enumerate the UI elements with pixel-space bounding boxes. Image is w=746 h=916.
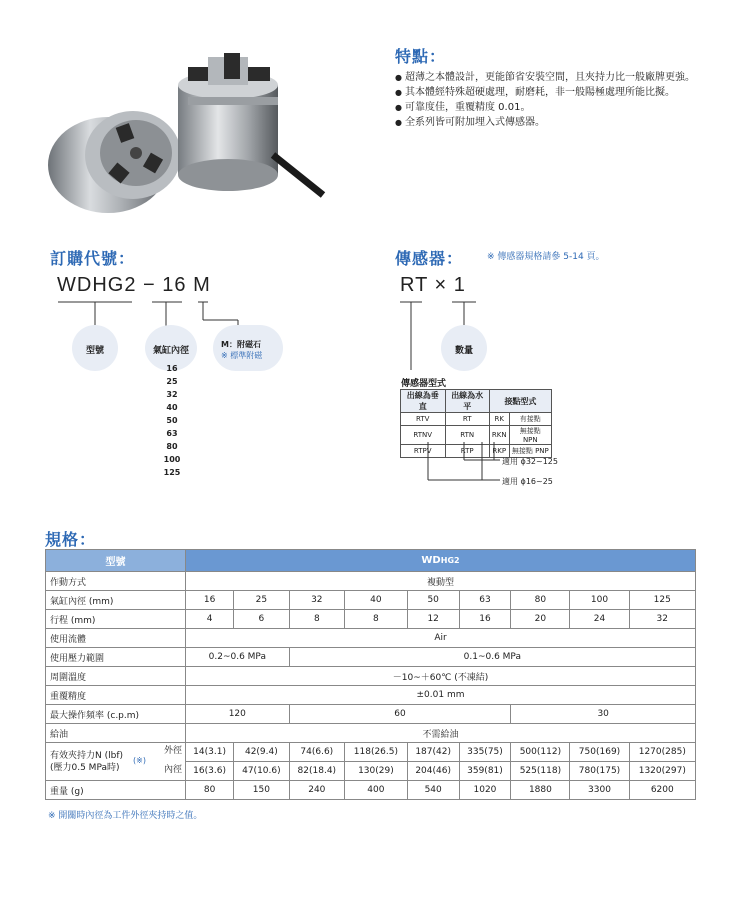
feature-item: ● 其本體經特殊超硬處理，耐磨耗，非一般陽極處理所能比擬。 <box>395 85 715 100</box>
spec-cell: 82(18.4) <box>289 762 344 781</box>
spec-cell: 540 <box>407 781 459 800</box>
spec-cell: 6 <box>234 610 289 629</box>
order-code <box>57 274 211 297</box>
spec-label: 重覆精度 <box>46 686 186 705</box>
spec-label: 周圍溫度 <box>46 667 186 686</box>
inner-label: 內徑 <box>163 765 182 775</box>
gripper-left-image <box>48 111 181 213</box>
label-qty: 數量 <box>454 346 473 356</box>
bubble-model <box>72 325 118 371</box>
sensor-cell: RTP <box>445 445 489 458</box>
spec-cell: 1270(285) <box>629 743 695 762</box>
sensor-cell: 無接點 NPN <box>509 426 551 445</box>
sensor-cell: RK <box>489 413 509 426</box>
spec-cell: 187(42) <box>407 743 459 762</box>
spec-cell: 14(3.1) <box>186 743 234 762</box>
spec-row <box>46 686 696 705</box>
spec-row <box>46 667 696 686</box>
sensor-cell: RTV <box>401 413 446 426</box>
spec-label-force <box>46 743 186 781</box>
sensor-cell: RT <box>445 413 489 426</box>
spec-cell: 42(9.4) <box>234 743 289 762</box>
label-model: 型號 <box>85 346 104 356</box>
spec-header-row <box>46 550 696 572</box>
gripper-right-image <box>178 53 323 195</box>
spec-cell: Air <box>186 629 696 648</box>
force-mark: (※) <box>133 756 146 765</box>
bore-item: 32 <box>166 390 178 399</box>
series-hg: HG2 <box>440 556 460 565</box>
spec-cell: 130(29) <box>345 762 408 781</box>
spec-row <box>46 572 696 591</box>
spec-label: 重量 (g) <box>46 781 186 800</box>
sensor-cell: RTPV <box>401 445 446 458</box>
code-dash: − <box>143 274 156 296</box>
sensor-apply-lines <box>420 442 510 487</box>
spec-cell: 525(118) <box>511 762 570 781</box>
order-title: 訂購代號： <box>50 249 136 268</box>
spec-cell: 16(3.6) <box>186 762 234 781</box>
code-qty: 1 <box>453 274 466 296</box>
sensor-header: 接點型式 <box>489 390 551 413</box>
spec-cell: 120 <box>186 705 290 724</box>
spec-cell: 780(175) <box>570 762 629 781</box>
spec-row <box>46 610 696 629</box>
spec-cell: 6200 <box>629 781 695 800</box>
bore-item: 50 <box>166 416 178 425</box>
code-model: WDHG2 <box>57 274 137 296</box>
sensor-cell: RTNV <box>401 426 446 445</box>
spec-cell: －10~＋60℃ (不凍結) <box>186 667 696 686</box>
spec-cell: 32 <box>289 591 344 610</box>
sensor-title: 傳感器： <box>395 249 464 268</box>
bubble-qty <box>441 325 487 371</box>
spec-row <box>46 591 696 610</box>
code-x: × <box>434 274 448 296</box>
spec-cell: 20 <box>511 610 570 629</box>
sensor-row <box>401 413 552 426</box>
spec-cell: 150 <box>234 781 289 800</box>
spec-cell: 80 <box>511 591 570 610</box>
feature-item: ● 超薄之本體設計，更能節省安裝空間，且夾持力比一般廠牌更強。 <box>395 70 715 85</box>
spec-cell: 335(75) <box>459 743 511 762</box>
features-list <box>395 70 715 130</box>
spec-label: 氣缸內徑 (mm) <box>46 591 186 610</box>
bubble-mag <box>213 325 283 371</box>
spec-cell: 47(10.6) <box>234 762 289 781</box>
spec-cell: 359(81) <box>459 762 511 781</box>
spec-label: 使用壓力範圍 <box>46 648 186 667</box>
spec-cell: 100 <box>570 591 629 610</box>
sensor-cell: RKP <box>489 445 509 458</box>
spec-cell: 40 <box>345 591 408 610</box>
spec-cell: 63 <box>459 591 511 610</box>
spec-cell: 118(26.5) <box>345 743 408 762</box>
bore-item: 80 <box>166 442 178 451</box>
bore-item: 125 <box>163 468 181 477</box>
spec-cell: 12 <box>407 610 459 629</box>
sensor-header: 出線為垂直 <box>401 390 446 413</box>
sensor-note: ※ 傳感器規格請參 5-14 頁。 <box>487 252 605 262</box>
spec-row <box>46 705 696 724</box>
spec-label: 使用流體 <box>46 629 186 648</box>
spec-cell: 0.1~0.6 MPa <box>289 648 695 667</box>
label-mag: M：附磁石 <box>221 340 261 349</box>
spec-cell: 25 <box>234 591 289 610</box>
spec-cell: 3300 <box>570 781 629 800</box>
bore-item: 63 <box>166 429 178 438</box>
spec-row <box>46 724 696 743</box>
spec-header-series <box>186 550 696 572</box>
spec-cell: 16 <box>459 610 511 629</box>
spec-cell: 1320(297) <box>629 762 695 781</box>
spec-cell: 125 <box>629 591 695 610</box>
sensor-type-title: 傳感器型式 <box>401 379 447 389</box>
spec-cell: 8 <box>345 610 408 629</box>
code-rt: RT <box>400 274 428 296</box>
spec-footnote: ※ 開關時內徑為工件外徑夾持時之值。 <box>48 811 203 821</box>
spec-cell: 74(6.6) <box>289 743 344 762</box>
spec-label: 行程 (mm) <box>46 610 186 629</box>
spec-cell: 500(112) <box>511 743 570 762</box>
force-sub: (壓力0.5 MPa時) <box>50 762 120 773</box>
force-label: 有效夾持力N (lbf) <box>50 750 123 761</box>
product-photo <box>38 45 328 220</box>
spec-cell: 複動型 <box>186 572 696 591</box>
feature-item: ● 全系列皆可附加埋入式傳感器。 <box>395 115 715 130</box>
spec-table <box>45 549 696 800</box>
bore-item: 40 <box>166 403 178 412</box>
outer-label: 外徑 <box>163 746 182 756</box>
spec-label: 作動方式 <box>46 572 186 591</box>
feature-item: ● 可靠度佳，重覆精度 0.01。 <box>395 100 715 115</box>
code-bore: 16 <box>162 274 187 296</box>
spec-cell: 1880 <box>511 781 570 800</box>
label-bore: 氣缸內徑 <box>152 346 189 356</box>
spec-label: 最大操作頻率 (c.p.m) <box>46 705 186 724</box>
spec-cell: 不需給油 <box>186 724 696 743</box>
sensor-apply-2: 適用 ϕ16~25 <box>502 477 553 486</box>
spec-cell: ±0.01 mm <box>186 686 696 705</box>
spec-cell: 750(169) <box>570 743 629 762</box>
sensor-apply-1: 適用 ϕ32~125 <box>502 457 558 466</box>
spec-cell: 4 <box>186 610 234 629</box>
series-wd: WD <box>421 555 441 566</box>
spec-cell: 400 <box>345 781 408 800</box>
sensor-header: 出線為水平 <box>445 390 489 413</box>
spec-cell: 30 <box>511 705 696 724</box>
bore-item: 25 <box>166 377 178 386</box>
spec-row <box>46 781 696 800</box>
sensor-cell: 無接點 PNP <box>509 445 551 458</box>
spec-cell: 240 <box>289 781 344 800</box>
spec-row <box>46 648 696 667</box>
spec-cell: 8 <box>289 610 344 629</box>
spec-row <box>46 629 696 648</box>
sensor-cell: RKN <box>489 426 509 445</box>
spec-cell: 0.2~0.6 MPa <box>186 648 290 667</box>
spec-cell: 1020 <box>459 781 511 800</box>
spec-cell: 24 <box>570 610 629 629</box>
spec-cell: 50 <box>407 591 459 610</box>
spec-cell: 60 <box>289 705 511 724</box>
bore-list <box>157 362 187 479</box>
code-mag: M <box>193 274 211 296</box>
sensor-cell: RTN <box>445 426 489 445</box>
bore-item: 16 <box>166 364 178 373</box>
spec-label: 給油 <box>46 724 186 743</box>
spec-row <box>46 743 696 762</box>
spec-header-model: 型號 <box>46 550 186 572</box>
spec-cell: 16 <box>186 591 234 610</box>
sensor-cell: 有接點 <box>509 413 551 426</box>
features-title: 特點： <box>395 47 447 66</box>
bore-item: 100 <box>163 455 181 464</box>
spec-cell: 80 <box>186 781 234 800</box>
spec-title: 規格： <box>45 530 97 549</box>
sensor-code <box>400 274 466 297</box>
spec-cell: 204(46) <box>407 762 459 781</box>
label-mag-note: ※ 標準附磁 <box>221 351 263 360</box>
spec-cell: 32 <box>629 610 695 629</box>
